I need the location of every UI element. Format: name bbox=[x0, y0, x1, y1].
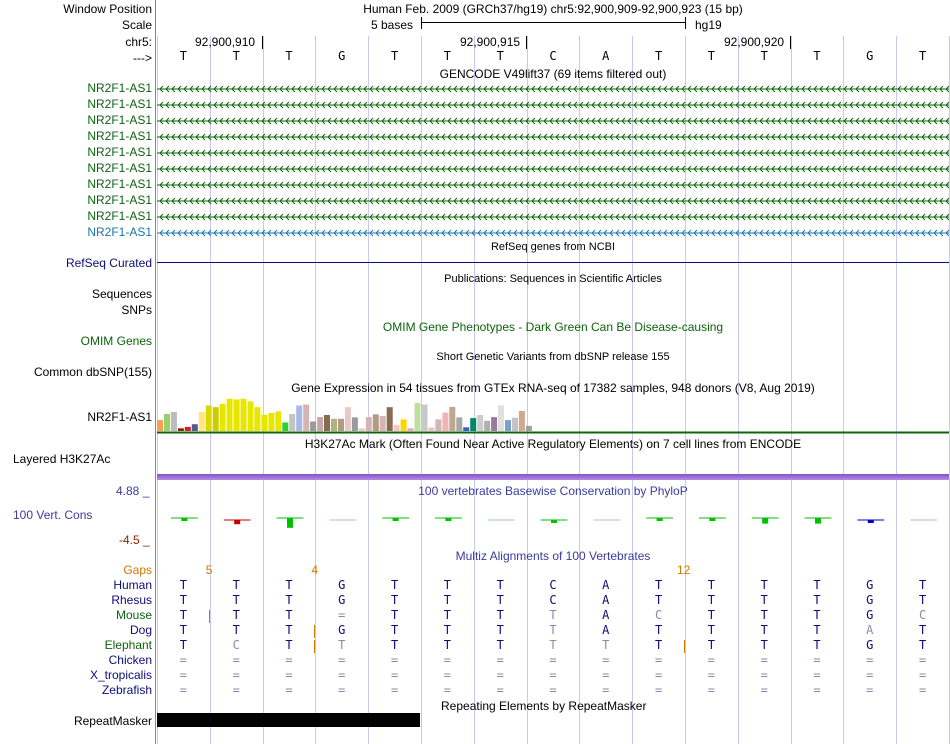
alignment-base: T bbox=[549, 623, 557, 637]
gencode-gene-label[interactable]: NR2F1-AS1 bbox=[87, 97, 152, 111]
alignment-base: T bbox=[443, 578, 451, 592]
alignment-base: G bbox=[866, 593, 874, 607]
publications-sequences-label[interactable]: Sequences bbox=[91, 287, 152, 301]
ruler-base: T bbox=[443, 49, 451, 63]
alignment-base: = bbox=[602, 683, 610, 697]
alignment-base: C bbox=[232, 638, 240, 652]
gencode-gene-label[interactable]: NR2F1-AS1 bbox=[87, 81, 152, 95]
alignment-base: G bbox=[866, 578, 874, 592]
alignment-base: T bbox=[285, 638, 293, 652]
multiz-track-title[interactable]: Multiz Alignments of 100 Vertebrates bbox=[455, 549, 651, 563]
alignment-base: T bbox=[654, 623, 663, 637]
conservation-score-bar[interactable] bbox=[234, 520, 240, 524]
conservation-score-bar[interactable] bbox=[657, 518, 663, 521]
omim-track-title[interactable]: OMIM Gene Phenotypes - Dark Green Can Be Disease-causing bbox=[382, 320, 724, 334]
conservation-score-bar[interactable] bbox=[393, 518, 399, 521]
gtex-track-title[interactable]: Gene Expression in 54 tissues from GTEx RNA-seq of 17382 samples, 948 donors (V8, Aug 2019) bbox=[291, 381, 815, 395]
ruler-base: A bbox=[602, 49, 610, 63]
alignment-base: T bbox=[232, 593, 240, 607]
alignment-base: = bbox=[866, 668, 874, 682]
alignment-base: T bbox=[707, 638, 715, 652]
alignment-base: = bbox=[866, 653, 874, 667]
ruler-base: T bbox=[232, 49, 240, 63]
alignment-base: T bbox=[549, 638, 557, 652]
alignment-base: T bbox=[813, 623, 821, 637]
alignment-base: T bbox=[443, 593, 451, 607]
gencode-gene-label[interactable]: NR2F1-AS1 bbox=[87, 113, 152, 127]
alignment-base: = bbox=[707, 683, 715, 697]
insertion-marker bbox=[314, 625, 315, 638]
publications-snps-label[interactable]: SNPs bbox=[121, 303, 152, 317]
alignment-base: T bbox=[707, 578, 715, 592]
h3k27ac-track-title[interactable]: H3K27Ac Mark (Often Found Near Active Regulatory Elements) on 7 cell lines from ENCODE bbox=[304, 437, 802, 451]
alignment-base: = bbox=[285, 668, 293, 682]
alignment-base: T bbox=[549, 608, 557, 622]
repeatmasker-track-title[interactable]: Repeating Elements by RepeatMasker bbox=[441, 699, 647, 713]
alignment-base: T bbox=[443, 623, 451, 637]
alignment-base: C bbox=[654, 608, 663, 622]
alignment-base: T bbox=[918, 578, 927, 592]
repeatmasker-element[interactable] bbox=[157, 713, 420, 727]
conservation-min-label: -4.5 _ bbox=[119, 533, 150, 547]
species-label[interactable]: Human bbox=[113, 578, 152, 592]
alignment-base: = bbox=[232, 683, 240, 697]
dbsnp-track-title[interactable]: Short Genetic Variants from dbSNP release 155 bbox=[436, 351, 670, 363]
conservation-score-bar[interactable] bbox=[287, 518, 293, 528]
alignment-base: T bbox=[496, 623, 504, 637]
alignment-base: T bbox=[813, 578, 821, 592]
alignment-base: = bbox=[813, 668, 821, 682]
alignment-base: T bbox=[285, 608, 293, 622]
alignment-base: T bbox=[390, 638, 399, 652]
alignment-base: A bbox=[602, 578, 610, 592]
alignment-base: T bbox=[285, 623, 293, 637]
alignment-base: C bbox=[549, 578, 557, 592]
ruler-base: T bbox=[496, 49, 504, 63]
species-label[interactable]: Rhesus bbox=[111, 593, 152, 607]
position-label-1: 92,900,910 bbox=[195, 35, 256, 49]
alignment-base: = bbox=[813, 683, 821, 697]
alignment-base: = bbox=[179, 683, 187, 697]
gencode-gene-label[interactable]: NR2F1-AS1 bbox=[87, 209, 152, 223]
conservation-score-bar[interactable] bbox=[445, 518, 451, 521]
alignment-base: C bbox=[918, 608, 927, 622]
strand-label: ---> bbox=[133, 51, 152, 65]
alignment-base: T bbox=[443, 608, 451, 622]
alignment-base: = bbox=[179, 653, 187, 667]
alignment-base: = bbox=[285, 653, 293, 667]
alignment-base: = bbox=[918, 683, 927, 697]
alignment-base: = bbox=[549, 653, 557, 667]
ruler-base: T bbox=[179, 49, 187, 63]
alignment-base: = bbox=[232, 668, 240, 682]
conservation-track-title[interactable]: 100 vertebrates Basewise Conservation by PhyloP bbox=[418, 484, 688, 498]
conservation-label[interactable]: 100 Vert. Cons bbox=[13, 508, 93, 522]
alignment-base: = bbox=[654, 668, 663, 682]
position-label-2: 92,900,915 bbox=[460, 35, 521, 49]
alignment-base: T bbox=[602, 638, 610, 652]
alignment-base: T bbox=[760, 578, 768, 592]
gencode-gene-label[interactable]: NR2F1-AS1 bbox=[87, 145, 152, 159]
ruler-base: G bbox=[866, 49, 874, 63]
alignment-base: = bbox=[760, 653, 768, 667]
alignment-base: T bbox=[760, 608, 768, 622]
species-label[interactable]: X_tropicalis bbox=[89, 668, 152, 682]
alignment-base: T bbox=[654, 593, 663, 607]
ruler-base: T bbox=[285, 49, 293, 63]
alignment-base: T bbox=[760, 638, 768, 652]
gencode-gene-label[interactable]: NR2F1-AS1 bbox=[87, 193, 152, 207]
gaps-label: Gaps bbox=[123, 563, 152, 577]
alignment-base: T bbox=[285, 578, 293, 592]
alignment-base: T bbox=[179, 608, 187, 622]
alignment-base: T bbox=[390, 623, 399, 637]
gtex-gene-label[interactable]: NR2F1-AS1 bbox=[87, 410, 152, 424]
alignment-base: T bbox=[496, 608, 504, 622]
alignment-base: = bbox=[390, 683, 399, 697]
alignment-base: = bbox=[654, 683, 663, 697]
alignment-base: = bbox=[602, 668, 610, 682]
repeatmasker-label[interactable]: RepeatMasker bbox=[73, 714, 152, 728]
alignment-base: T bbox=[707, 593, 715, 607]
window-position-text: Human Feb. 2009 (GRCh37/hg19) chr5:92,900,909-92,900,923 (15 bp) bbox=[363, 2, 743, 16]
alignment-base: = bbox=[760, 668, 768, 682]
gap-count: 4 bbox=[311, 563, 319, 577]
insertion-marker bbox=[314, 640, 315, 653]
publications-track-title[interactable]: Publications: Sequences in Scientific Articles bbox=[444, 273, 662, 285]
alignment-base: = bbox=[443, 653, 451, 667]
alignment-base: T bbox=[390, 608, 399, 622]
alignment-base: T bbox=[443, 638, 451, 652]
alignment-base: T bbox=[232, 578, 240, 592]
alignment-base: = bbox=[338, 668, 346, 682]
scale-label: Scale bbox=[121, 18, 152, 32]
alignment-base: C bbox=[549, 593, 557, 607]
ruler-base: T bbox=[390, 49, 399, 63]
alignment-base: T bbox=[654, 578, 663, 592]
alignment-base: T bbox=[760, 623, 768, 637]
alignment-base: = bbox=[179, 668, 187, 682]
chrom-label: chr5: bbox=[125, 35, 152, 49]
alignment-base: G bbox=[338, 623, 346, 637]
alignment-base: A bbox=[602, 593, 610, 607]
alignment-base: T bbox=[654, 638, 663, 652]
alignment-base: = bbox=[602, 653, 610, 667]
alignment-base: = bbox=[390, 653, 399, 667]
alignment-base: A bbox=[866, 623, 874, 637]
ruler-base: T bbox=[654, 49, 663, 63]
alignment-base: T bbox=[707, 608, 715, 622]
insertion-marker bbox=[209, 610, 210, 623]
conservation-score-bar[interactable] bbox=[551, 520, 557, 523]
alignment-base: = bbox=[760, 683, 768, 697]
ruler-base: T bbox=[918, 49, 927, 63]
alignment-base: T bbox=[179, 578, 187, 592]
alignment-base: G bbox=[338, 593, 346, 607]
alignment-base: = bbox=[443, 683, 451, 697]
alignment-base: = bbox=[338, 683, 346, 697]
alignment-base: A bbox=[602, 623, 610, 637]
refseq-curated-label[interactable]: RefSeq Curated bbox=[65, 256, 152, 270]
gap-count: 5 bbox=[205, 563, 213, 577]
alignment-base: = bbox=[338, 653, 346, 667]
alignment-base: = bbox=[390, 668, 399, 682]
species-label[interactable]: Elephant bbox=[104, 638, 152, 652]
conservation-score-bar[interactable] bbox=[868, 520, 874, 523]
species-label[interactable]: Mouse bbox=[115, 608, 152, 622]
scale-db: hg19 bbox=[695, 18, 722, 32]
conservation-score-bar[interactable] bbox=[181, 518, 187, 521]
gencode-gene-label[interactable]: NR2F1-AS1 bbox=[87, 161, 152, 175]
refseq-track-title[interactable]: RefSeq genes from NCBI bbox=[490, 241, 616, 253]
alignment-base: = bbox=[866, 683, 874, 697]
dbsnp-label[interactable]: Common dbSNP(155) bbox=[33, 365, 152, 379]
alignment-base: T bbox=[813, 593, 821, 607]
ruler-base: G bbox=[338, 49, 346, 63]
alignment-base: = bbox=[232, 653, 240, 667]
alignment-base: T bbox=[179, 623, 187, 637]
ruler-base: T bbox=[813, 49, 821, 63]
alignment-base: = bbox=[496, 668, 504, 682]
gencode-gene-label[interactable]: NR2F1-AS1 bbox=[87, 225, 152, 239]
conservation-score-bar[interactable] bbox=[815, 518, 821, 524]
alignment-base: T bbox=[232, 608, 240, 622]
gencode-track-title[interactable]: GENCODE V49lift37 (69 items filtered out) bbox=[439, 67, 667, 81]
scale-value: 5 bases bbox=[371, 18, 414, 32]
alignment-base: = bbox=[549, 683, 557, 697]
position-label-3: 92,900,920 bbox=[724, 35, 785, 49]
alignment-base: G bbox=[338, 578, 346, 592]
alignment-base: = bbox=[707, 668, 715, 682]
alignment-base: = bbox=[707, 653, 715, 667]
species-label[interactable]: Chicken bbox=[108, 653, 152, 667]
alignment-base: = bbox=[496, 683, 504, 697]
alignment-base: = bbox=[285, 683, 293, 697]
alignment-base: A bbox=[602, 608, 610, 622]
alignment-base: T bbox=[496, 578, 504, 592]
alignment-base: = bbox=[338, 608, 346, 622]
alignment-base: T bbox=[813, 608, 821, 622]
alignment-base: T bbox=[918, 623, 927, 637]
alignment-base: T bbox=[918, 638, 927, 652]
gencode-gene-label[interactable]: NR2F1-AS1 bbox=[87, 177, 152, 191]
gap-count: 12 bbox=[677, 563, 691, 577]
conservation-max-label: 4.88 _ bbox=[116, 484, 150, 498]
species-label[interactable]: Dog bbox=[129, 623, 152, 637]
alignment-base: = bbox=[443, 668, 451, 682]
insertion-marker bbox=[684, 640, 685, 653]
species-label[interactable]: Zebrafish bbox=[101, 683, 152, 697]
alignment-base: T bbox=[390, 578, 399, 592]
gencode-gene-label[interactable]: NR2F1-AS1 bbox=[87, 129, 152, 143]
alignment-base: T bbox=[496, 638, 504, 652]
conservation-score-bar[interactable] bbox=[762, 518, 768, 524]
alignment-base: G bbox=[866, 638, 874, 652]
window-position-label: Window Position bbox=[63, 2, 152, 16]
alignment-base: T bbox=[338, 638, 346, 652]
alignment-base: G bbox=[866, 608, 874, 622]
alignment-base: = bbox=[918, 653, 927, 667]
alignment-base: T bbox=[390, 593, 399, 607]
alignment-base: = bbox=[918, 668, 927, 682]
alignment-base: = bbox=[654, 653, 663, 667]
alignment-base: T bbox=[760, 593, 768, 607]
conservation-score-bar[interactable] bbox=[709, 518, 715, 521]
alignment-base: T bbox=[232, 623, 240, 637]
alignment-base: T bbox=[707, 623, 715, 637]
alignment-base: T bbox=[285, 593, 293, 607]
alignment-base: = bbox=[549, 668, 557, 682]
alignment-base: T bbox=[179, 638, 187, 652]
ruler-base: T bbox=[760, 49, 768, 63]
alignment-base: T bbox=[179, 593, 187, 607]
h3k27ac-label[interactable]: Layered H3K27Ac bbox=[13, 452, 111, 466]
ruler-base: T bbox=[707, 49, 715, 63]
omim-genes-label[interactable]: OMIM Genes bbox=[80, 334, 152, 348]
ruler-base: C bbox=[549, 49, 557, 63]
alignment-base: T bbox=[813, 638, 821, 652]
alignment-base: = bbox=[813, 653, 821, 667]
alignment-base: T bbox=[918, 593, 927, 607]
alignment-base: T bbox=[496, 593, 504, 607]
alignment-base: = bbox=[496, 653, 504, 667]
